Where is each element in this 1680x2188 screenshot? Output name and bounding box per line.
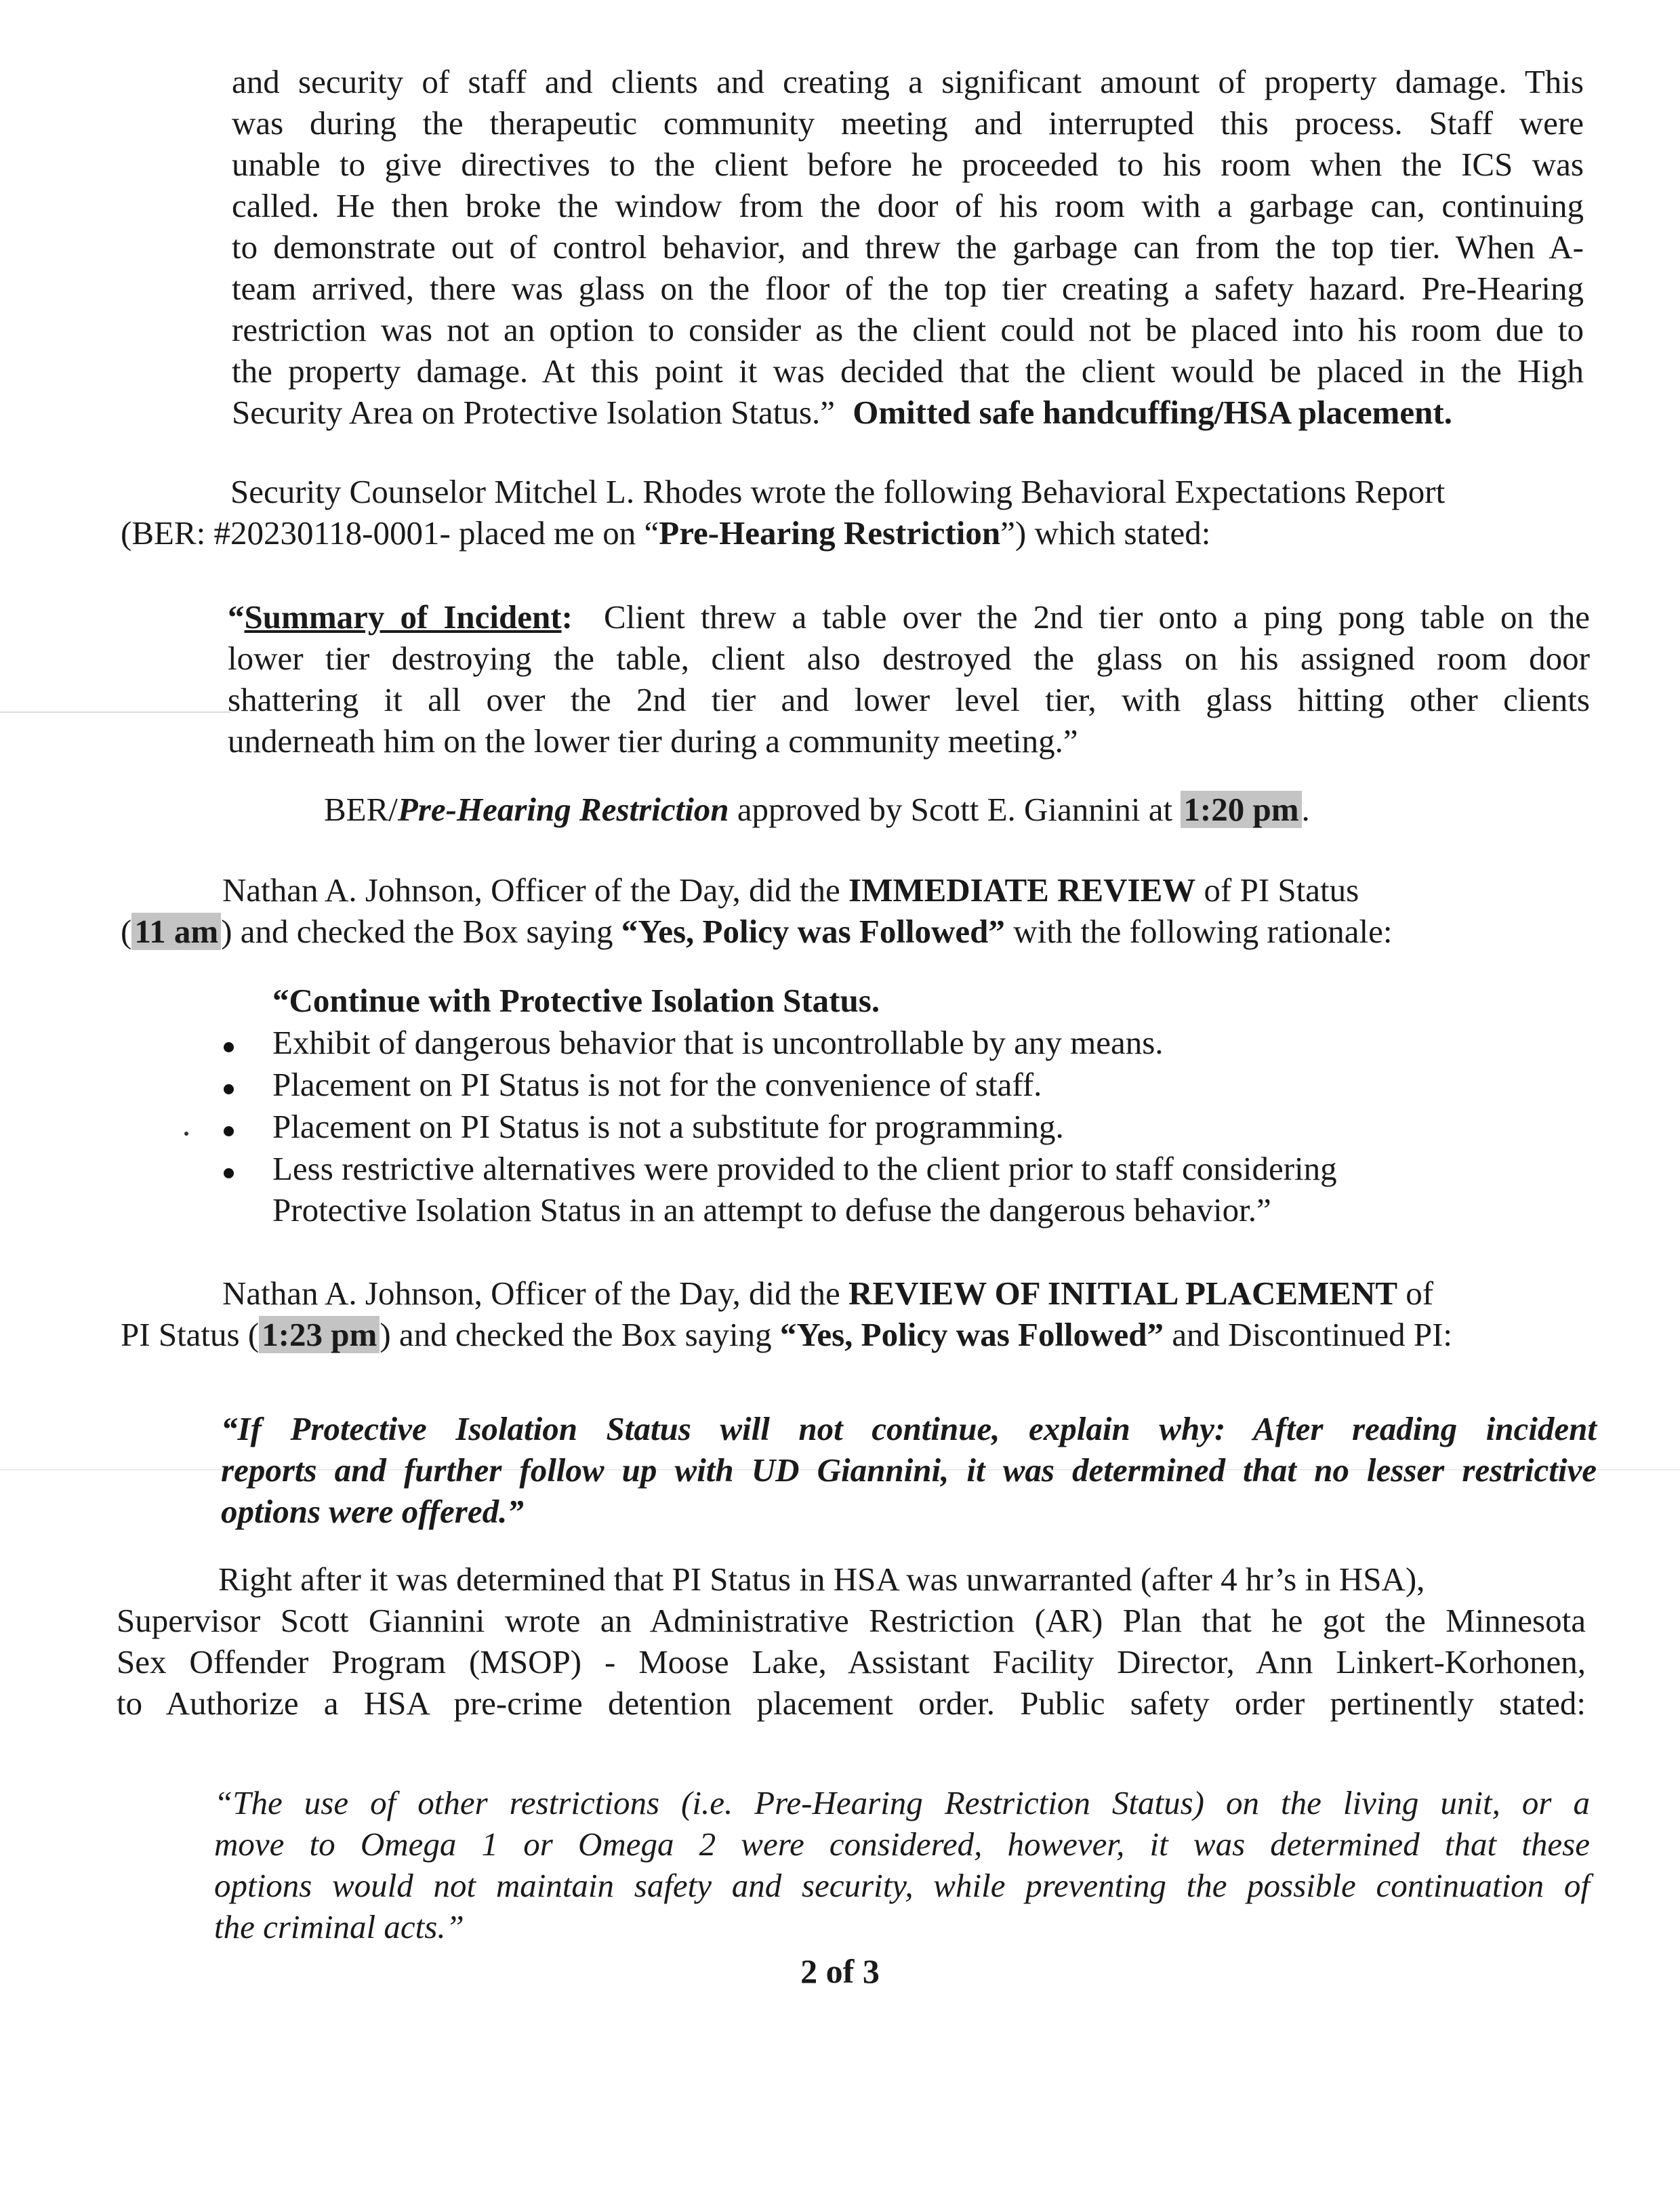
text-line: options would not maintain safety and security, while preventing the possible continuation of (214, 1867, 1590, 1904)
text-span: ) and checked the Box saying (380, 1316, 780, 1353)
text-line (121, 869, 1584, 911)
bullet-icon (224, 1126, 234, 1136)
pre-hearing-restriction-term: Pre-Hearing Restriction (659, 514, 1001, 552)
bullet-icon (224, 1042, 234, 1052)
text-span: : (561, 598, 573, 636)
paragraph-ar-plan (117, 1559, 1586, 1724)
discontinuation-quote (221, 1408, 1597, 1532)
text-line: to Authorize a HSA pre-crime detention placement order. Public safety order pertinently stated: (117, 1685, 1586, 1722)
text-span: PI Status ( (121, 1316, 260, 1353)
text-line: underneath him on the lower tier during a community meeting.” (228, 722, 1078, 760)
text-span: ”) which stated: (1000, 514, 1211, 552)
text-line (121, 512, 1584, 554)
text-line: Sex Offender Program (MSOP) - Moose Lake, Assistant Facility Director, Ann Linkert-Korhonen, (117, 1643, 1586, 1680)
text-line: reports and further follow up with UD Giannini, it was determined that no lesser restrictive (221, 1451, 1597, 1489)
text-span: of PI Status (1195, 871, 1359, 909)
omitted-note: Omitted safe handcuffing/HSA placement. (853, 394, 1452, 431)
public-safety-order-quote (214, 1782, 1590, 1947)
paragraph-ber-intro (121, 471, 1584, 554)
text-line: the property damage. At this point it was decided that the client would be placed in the High (232, 352, 1584, 390)
immediate-review-term: IMMEDIATE REVIEW (848, 871, 1196, 909)
text-line: to demonstrate out of control behavior, and threw the garbage can from the top tier. When A- (232, 228, 1584, 266)
text-line: Right after it was determined that PI Status in HSA was unwarranted (after 4 hr’s in HSA), (218, 1561, 1425, 1598)
summary-label: Summary of Incident (244, 598, 562, 636)
text-line (121, 1314, 1584, 1355)
bullet-item: Exhibit of dangerous behavior that is uncontrollable by any means. (272, 1024, 1164, 1061)
text-span: Security Area on Protective Isolation Status.” (232, 394, 835, 431)
text-line (232, 392, 1584, 433)
ber-approval-line (324, 789, 1476, 830)
bullet-continuation: Protective Isolation Status in an attempt to defuse the dangerous behavior.” (272, 1191, 1271, 1229)
scan-fold-line (0, 711, 230, 713)
text-span: Nathan A. Johnson, Officer of the Day, did the (222, 871, 848, 909)
review-initial-placement-term: REVIEW OF INITIAL PLACEMENT (848, 1275, 1398, 1312)
text-span: of (1397, 1275, 1434, 1312)
text-span: Security Counselor Mitchel L. Rhodes wrote the following Behavioral Expectations Report (230, 473, 1446, 510)
text-line: restriction was not an option to consider as the client could not be placed into his room due to (232, 311, 1584, 348)
paragraph-immediate-review (121, 869, 1584, 952)
text-line: lower tier destroying the table, client also destroyed the glass on his assigned room door (228, 640, 1590, 677)
text-line: “Continue with Protective Isolation Status. (272, 982, 880, 1019)
scan-speck (184, 1132, 188, 1136)
text-line: was during the therapeutic community meeting and interrupted this process. Staff were (232, 104, 1584, 142)
policy-followed-phrase: “Yes, Policy was Followed” (621, 913, 1005, 950)
text-line: options were offered.” (221, 1493, 524, 1530)
text-line (121, 1273, 1584, 1314)
page-number: 2 of 3 (800, 1952, 880, 1990)
text-line: team arrived, there was glass on the floor of the top tier creating a safety hazard. Pre-Hearing (232, 270, 1584, 307)
text-span: BER/ (324, 791, 398, 828)
bullet-icon (224, 1168, 234, 1178)
rationale-heading (272, 980, 1560, 1021)
pre-hearing-restriction-term: Pre-Hearing Restriction (397, 791, 729, 828)
paragraph-incident-narrative (232, 61, 1584, 433)
policy-followed-phrase: “Yes, Policy was Followed” (779, 1316, 1164, 1353)
text-span: Nathan A. Johnson, Officer of the Day, did the (222, 1275, 848, 1312)
bullet-item: Placement on PI Status is not for the convenience of staff. (272, 1066, 1042, 1103)
text-line (121, 911, 1584, 952)
text-line: unable to give directives to the client before he proceeded to his room when the ICS was (232, 146, 1584, 183)
highlighted-time: 1:20 pm (1181, 791, 1301, 828)
bullet-item: Placement on PI Status is not a substitute for programming. (272, 1108, 1064, 1145)
bullet-item: Less restrictive alternatives were provided to the client prior to staff considering (272, 1150, 1337, 1187)
bullet-icon (224, 1084, 234, 1094)
text-span: ) and checked the Box saying (221, 913, 621, 950)
text-line: the criminal acts.” (214, 1908, 464, 1945)
text-span: ( (121, 913, 132, 950)
summary-of-incident-quote (228, 596, 1590, 762)
text-span: Client threw a table over the 2nd tier onto a ping pong table on the (572, 598, 1590, 636)
text-span: with the following rationale: (1004, 913, 1393, 950)
text-line (228, 596, 1590, 638)
text-span: “ (228, 598, 245, 636)
text-line: “If Protective Isolation Status will not continue, explain why: After reading incident (221, 1410, 1597, 1447)
highlighted-time: 1:23 pm (259, 1316, 380, 1353)
text-line: “The use of other restrictions (i.e. Pre-Hearing Restriction Status) on the living unit, or a (214, 1784, 1590, 1821)
text-line: Supervisor Scott Giannini wrote an Administrative Restriction (AR) Plan that he got the Minnesota (117, 1602, 1586, 1639)
highlighted-time: 11 am (131, 913, 221, 950)
text-span: approved by Scott E. Giannini at (729, 791, 1181, 828)
text-line (324, 789, 1476, 830)
text-span: (BER: #20230118-0001- placed me on “ (121, 514, 659, 552)
text-span: and Discontinued PI: (1164, 1316, 1453, 1353)
text-line: called. He then broke the window from the door of his room with a garbage can, continuing (232, 187, 1584, 224)
text-line (121, 471, 1584, 512)
text-line: shattering it all over the 2nd tier and lower level tier, with glass hitting other clients (228, 681, 1590, 718)
paragraph-initial-placement-review (121, 1273, 1584, 1355)
text-span: . (1301, 791, 1310, 828)
text-line: and security of staff and clients and creating a significant amount of property damage. This (232, 63, 1584, 100)
text-line: move to Omega 1 or Omega 2 were considered, however, it was determined that these (214, 1825, 1590, 1863)
